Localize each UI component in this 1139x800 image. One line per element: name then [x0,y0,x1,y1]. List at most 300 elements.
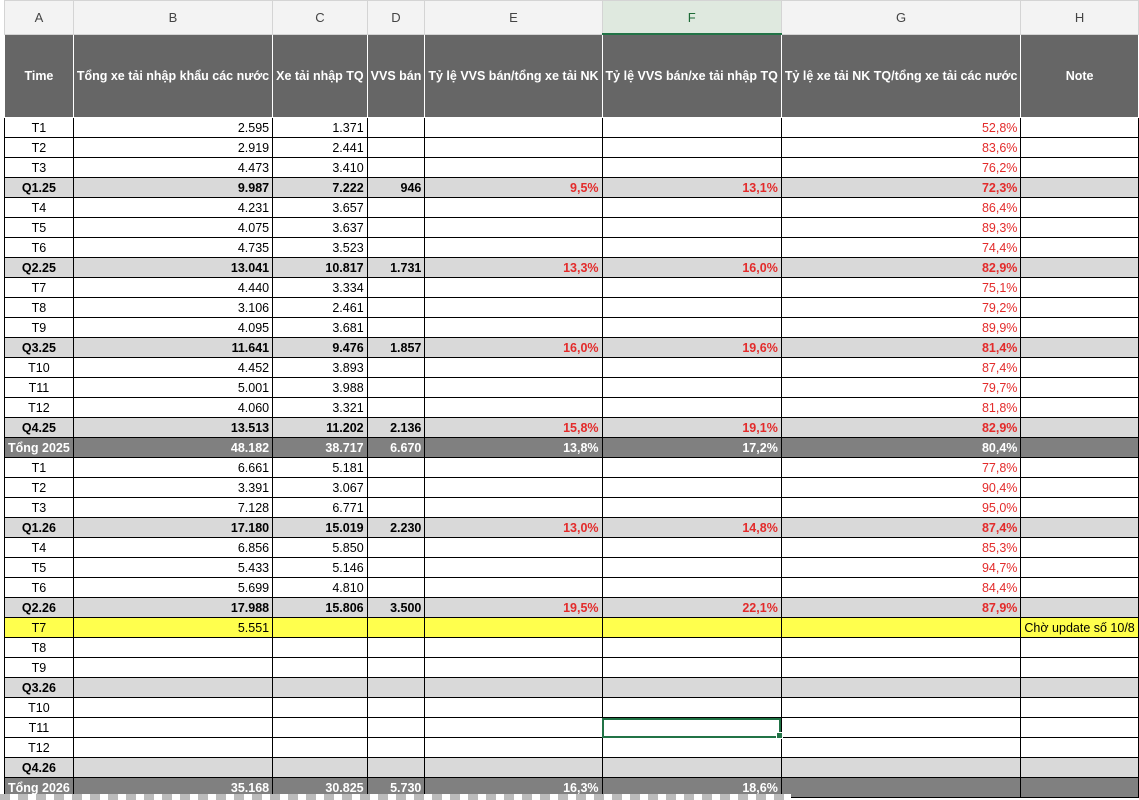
china-imported-cell[interactable]: 3.893 [273,358,368,378]
vvs-ratio-total-cell[interactable] [425,538,602,558]
note-cell[interactable] [1021,158,1138,178]
vvs-sold-cell[interactable]: 3.500 [367,598,425,618]
time-cell[interactable]: T2 [5,478,74,498]
china-imported-cell[interactable]: 10.817 [273,258,368,278]
header-time[interactable]: Time [5,34,74,118]
china-share-cell[interactable]: 86,4% [781,198,1021,218]
total-imported-cell[interactable]: 9.987 [73,178,272,198]
time-cell[interactable]: Tổng 2025 [5,438,74,458]
column-header-h[interactable]: H [1021,1,1138,35]
time-cell[interactable]: T5 [5,558,74,578]
vvs-sold-cell[interactable]: 2.136 [367,418,425,438]
table-row [5,578,1139,598]
china-imported-cell[interactable]: 3.988 [273,378,368,398]
vvs-ratio-total-cell[interactable] [425,218,602,238]
note-cell[interactable] [1021,658,1138,678]
china-share-cell[interactable]: 77,8% [781,458,1021,478]
total-imported-cell[interactable]: 35.168 [73,778,272,798]
header-total-imported-trucks[interactable]: Tổng xe tải nhập khẩu các nước [73,34,272,118]
total-imported-cell[interactable]: 11.641 [73,338,272,358]
vvs-ratio-china-cell[interactable]: 22,1% [602,598,781,618]
note-cell[interactable] [1021,778,1138,798]
china-share-cell[interactable]: 87,4% [781,518,1021,538]
time-cell[interactable]: T10 [5,698,74,718]
china-imported-cell[interactable]: 3.637 [273,218,368,238]
vvs-ratio-total-cell[interactable] [425,138,602,158]
china-imported-cell[interactable]: 4.810 [273,578,368,598]
column-header-c[interactable]: C [273,1,368,35]
time-cell[interactable]: Q3.26 [5,678,74,698]
time-cell[interactable]: Tổng 2026 [5,778,74,798]
vvs-ratio-china-cell[interactable] [602,298,781,318]
vvs-ratio-total-cell[interactable] [425,398,602,418]
column-header-g[interactable]: G [781,1,1021,35]
china-share-cell[interactable]: 94,7% [781,558,1021,578]
vvs-ratio-total-cell[interactable] [425,618,602,638]
note-cell[interactable] [1021,418,1138,438]
vvs-sold-cell[interactable] [367,658,425,678]
note-cell[interactable] [1021,478,1138,498]
total-imported-cell[interactable]: 13.513 [73,418,272,438]
china-imported-cell[interactable] [273,718,368,738]
time-cell[interactable]: Q1.26 [5,518,74,538]
total-imported-cell[interactable] [73,638,272,658]
time-cell[interactable]: T7 [5,278,74,298]
vvs-ratio-total-cell[interactable] [425,498,602,518]
note-cell[interactable] [1021,758,1138,778]
total-imported-cell[interactable]: 7.128 [73,498,272,518]
vvs-ratio-china-cell[interactable]: 17,2% [602,438,781,458]
vvs-sold-cell[interactable] [367,398,425,418]
header-vvs-sold[interactable]: VVS bán [367,34,425,118]
china-imported-cell[interactable] [273,618,368,638]
note-cell[interactable] [1021,538,1138,558]
vvs-ratio-total-cell[interactable] [425,698,602,718]
vvs-ratio-china-cell[interactable] [602,558,781,578]
vvs-ratio-total-cell[interactable] [425,758,602,778]
vvs-ratio-total-cell[interactable]: 13,3% [425,258,602,278]
china-imported-cell[interactable]: 1.371 [273,118,368,138]
quarter-row [5,678,1139,698]
note-cell[interactable] [1021,198,1138,218]
china-share-cell[interactable]: 84,4% [781,578,1021,598]
china-share-cell[interactable]: 79,2% [781,298,1021,318]
china-share-cell[interactable] [781,718,1021,738]
vvs-ratio-china-cell[interactable] [602,618,781,638]
vvs-ratio-total-cell[interactable] [425,298,602,318]
time-cell[interactable]: T4 [5,198,74,218]
vvs-sold-cell[interactable] [367,578,425,598]
vvs-sold-cell[interactable] [367,558,425,578]
note-cell[interactable] [1021,498,1138,518]
note-cell[interactable] [1021,138,1138,158]
vvs-sold-cell[interactable]: 946 [367,178,425,198]
vvs-sold-cell[interactable] [367,678,425,698]
total-imported-cell[interactable]: 5.433 [73,558,272,578]
note-cell[interactable] [1021,678,1138,698]
time-cell[interactable]: Q2.25 [5,258,74,278]
total-imported-cell[interactable]: 4.095 [73,318,272,338]
note-cell[interactable] [1021,598,1138,618]
note-cell[interactable] [1021,438,1138,458]
time-cell[interactable]: T9 [5,658,74,678]
vvs-ratio-china-cell[interactable]: 19,6% [602,338,781,358]
note-cell[interactable] [1021,338,1138,358]
column-header-b[interactable]: B [73,1,272,35]
total-imported-cell[interactable]: 13.041 [73,258,272,278]
time-cell[interactable]: T6 [5,238,74,258]
total-imported-cell[interactable]: 4.231 [73,198,272,218]
vvs-ratio-china-cell[interactable] [602,478,781,498]
total-row [5,438,1139,458]
note-cell[interactable] [1021,558,1138,578]
column-header-d[interactable]: D [367,1,425,35]
china-share-cell[interactable]: 83,6% [781,138,1021,158]
china-share-cell[interactable]: 87,9% [781,598,1021,618]
china-share-cell[interactable]: 82,9% [781,258,1021,278]
china-imported-cell[interactable]: 5.181 [273,458,368,478]
time-cell[interactable]: T6 [5,578,74,598]
china-share-cell[interactable]: 87,4% [781,358,1021,378]
vvs-ratio-china-cell[interactable] [602,538,781,558]
vvs-sold-cell[interactable] [367,458,425,478]
china-imported-cell[interactable]: 5.850 [273,538,368,558]
vvs-sold-cell[interactable] [367,378,425,398]
vvs-ratio-china-cell[interactable] [602,578,781,598]
total-imported-cell[interactable]: 4.075 [73,218,272,238]
china-share-cell[interactable]: 81,8% [781,398,1021,418]
china-imported-cell[interactable]: 9.476 [273,338,368,358]
vvs-sold-cell[interactable]: 1.857 [367,338,425,358]
vvs-sold-cell[interactable] [367,198,425,218]
vvs-ratio-china-cell[interactable] [602,218,781,238]
vvs-sold-cell[interactable] [367,278,425,298]
china-share-cell[interactable]: 89,9% [781,318,1021,338]
table-row [5,138,1139,158]
vvs-ratio-china-cell[interactable] [602,138,781,158]
china-imported-cell[interactable]: 7.222 [273,178,368,198]
vvs-ratio-china-cell[interactable] [602,198,781,218]
total-imported-cell[interactable]: 4.452 [73,358,272,378]
vvs-ratio-china-cell[interactable] [602,158,781,178]
china-imported-cell[interactable]: 3.657 [273,198,368,218]
china-share-cell[interactable]: 79,7% [781,378,1021,398]
vvs-sold-cell[interactable]: 1.731 [367,258,425,278]
china-imported-cell[interactable]: 6.771 [273,498,368,518]
china-share-cell[interactable] [781,638,1021,658]
china-share-cell[interactable]: 75,1% [781,278,1021,298]
china-imported-cell[interactable]: 2.461 [273,298,368,318]
vvs-sold-cell[interactable]: 5.730 [367,778,425,798]
vvs-ratio-china-cell[interactable] [602,278,781,298]
total-imported-cell[interactable]: 6.661 [73,458,272,478]
vvs-sold-cell[interactable] [367,478,425,498]
total-imported-cell[interactable] [73,718,272,738]
vvs-ratio-total-cell[interactable] [425,718,602,738]
note-cell[interactable] [1021,358,1138,378]
vvs-ratio-total-cell[interactable]: 9,5% [425,178,602,198]
vvs-ratio-china-cell[interactable] [602,378,781,398]
active-cell[interactable] [602,718,781,738]
vvs-ratio-china-cell[interactable] [602,758,781,778]
note-cell[interactable] [1021,218,1138,238]
vvs-sold-cell[interactable] [367,618,425,638]
header-note[interactable]: Note [1021,34,1138,118]
china-share-cell[interactable]: 89,3% [781,218,1021,238]
note-cell[interactable] [1021,298,1138,318]
vvs-ratio-china-cell[interactable]: 19,1% [602,418,781,438]
china-imported-cell[interactable]: 3.067 [273,478,368,498]
china-imported-cell[interactable]: 3.321 [273,398,368,418]
china-imported-cell[interactable]: 3.523 [273,238,368,258]
vvs-sold-cell[interactable] [367,758,425,778]
note-cell[interactable] [1021,458,1138,478]
vvs-sold-cell[interactable] [367,638,425,658]
china-share-cell[interactable]: 81,4% [781,338,1021,358]
vvs-ratio-china-cell[interactable] [602,638,781,658]
time-cell[interactable]: T4 [5,538,74,558]
vvs-ratio-china-cell[interactable] [602,458,781,478]
vvs-ratio-total-cell[interactable]: 16,0% [425,338,602,358]
total-imported-cell[interactable] [73,738,272,758]
vvs-sold-cell[interactable] [367,298,425,318]
note-cell[interactable]: Chờ update số 10/8 [1021,618,1138,638]
china-imported-cell[interactable] [273,678,368,698]
vvs-ratio-total-cell[interactable] [425,118,602,138]
time-cell[interactable]: T11 [5,378,74,398]
vvs-ratio-total-cell[interactable]: 16,3% [425,778,602,798]
vvs-sold-cell[interactable]: 6.670 [367,438,425,458]
total-imported-cell[interactable]: 4.735 [73,238,272,258]
china-imported-cell[interactable] [273,738,368,758]
vvs-ratio-china-cell[interactable]: 16,0% [602,258,781,278]
time-cell[interactable]: T2 [5,138,74,158]
vvs-sold-cell[interactable] [367,318,425,338]
total-imported-cell[interactable]: 2.919 [73,138,272,158]
header-vvs-ratio-china[interactable]: Tỷ lệ VVS bán/xe tải nhập TQ [602,34,781,118]
china-imported-cell[interactable]: 3.410 [273,158,368,178]
vvs-ratio-total-cell[interactable] [425,578,602,598]
vvs-ratio-total-cell[interactable] [425,458,602,478]
vvs-ratio-total-cell[interactable]: 15,8% [425,418,602,438]
time-cell[interactable]: T3 [5,158,74,178]
vvs-ratio-total-cell[interactable] [425,658,602,678]
total-imported-cell[interactable] [73,658,272,678]
china-share-cell[interactable]: 76,2% [781,158,1021,178]
china-imported-cell[interactable] [273,638,368,658]
column-header-f[interactable]: F [602,1,781,35]
time-cell[interactable]: T1 [5,118,74,138]
note-cell[interactable] [1021,718,1138,738]
vvs-ratio-total-cell[interactable] [425,198,602,218]
time-cell[interactable]: T11 [5,718,74,738]
time-cell[interactable]: Q4.25 [5,418,74,438]
time-cell[interactable]: T12 [5,738,74,758]
china-share-cell[interactable]: 90,4% [781,478,1021,498]
time-cell[interactable]: T3 [5,498,74,518]
vvs-ratio-total-cell[interactable] [425,378,602,398]
header-vvs-ratio-total[interactable]: Tỷ lệ VVS bán/tổng xe tải NK [425,34,602,118]
china-imported-cell[interactable]: 11.202 [273,418,368,438]
total-imported-cell[interactable]: 4.060 [73,398,272,418]
vvs-ratio-china-cell[interactable] [602,658,781,678]
table-row [5,478,1139,498]
china-share-cell[interactable] [781,678,1021,698]
time-cell[interactable]: T8 [5,298,74,318]
vvs-sold-cell[interactable] [367,138,425,158]
vvs-ratio-total-cell[interactable]: 13,8% [425,438,602,458]
china-share-cell[interactable] [781,778,1021,798]
total-imported-cell[interactable]: 5.551 [73,618,272,638]
vvs-ratio-china-cell[interactable] [602,698,781,718]
time-cell[interactable]: Q2.26 [5,598,74,618]
note-cell[interactable] [1021,318,1138,338]
vvs-sold-cell[interactable] [367,738,425,758]
china-imported-cell[interactable]: 15.019 [273,518,368,538]
china-imported-cell[interactable] [273,758,368,778]
note-cell[interactable] [1021,578,1138,598]
china-imported-cell[interactable]: 5.146 [273,558,368,578]
china-share-cell[interactable]: 72,3% [781,178,1021,198]
china-imported-cell[interactable]: 30.825 [273,778,368,798]
vvs-sold-cell[interactable] [367,218,425,238]
vvs-ratio-china-cell[interactable]: 18,6% [602,778,781,798]
china-imported-cell[interactable]: 3.681 [273,318,368,338]
vvs-sold-cell[interactable] [367,118,425,138]
china-share-cell[interactable]: 52,8% [781,118,1021,138]
quarter-row [5,258,1139,278]
note-cell[interactable] [1021,378,1138,398]
vvs-sold-cell[interactable] [367,158,425,178]
china-imported-cell[interactable] [273,698,368,718]
vvs-ratio-total-cell[interactable] [425,478,602,498]
vvs-ratio-china-cell[interactable] [602,678,781,698]
note-cell[interactable] [1021,518,1138,538]
vvs-sold-cell[interactable] [367,358,425,378]
vvs-sold-cell[interactable] [367,718,425,738]
vvs-ratio-total-cell[interactable] [425,238,602,258]
vvs-ratio-total-cell[interactable] [425,678,602,698]
vvs-ratio-china-cell[interactable] [602,358,781,378]
china-imported-cell[interactable] [273,658,368,678]
vvs-ratio-china-cell[interactable] [602,318,781,338]
total-imported-cell[interactable]: 5.001 [73,378,272,398]
china-share-cell[interactable]: 95,0% [781,498,1021,518]
vvs-ratio-total-cell[interactable]: 19,5% [425,598,602,618]
vvs-ratio-total-cell[interactable] [425,638,602,658]
vvs-sold-cell[interactable] [367,238,425,258]
note-cell[interactable] [1021,118,1138,138]
note-cell[interactable] [1021,258,1138,278]
column-letter-header [5,1,1139,35]
note-cell[interactable] [1021,638,1138,658]
time-cell[interactable]: T1 [5,458,74,478]
note-cell[interactable] [1021,178,1138,198]
total-imported-cell[interactable]: 4.440 [73,278,272,298]
china-share-cell[interactable]: 80,4% [781,438,1021,458]
table-row [5,298,1139,318]
vvs-ratio-total-cell[interactable]: 13,0% [425,518,602,538]
total-imported-cell[interactable] [73,678,272,698]
vvs-ratio-china-cell[interactable] [602,238,781,258]
column-header-e[interactable]: E [425,1,602,35]
china-share-cell[interactable]: 85,3% [781,538,1021,558]
vvs-ratio-total-cell[interactable] [425,358,602,378]
total-imported-cell[interactable]: 2.595 [73,118,272,138]
spreadsheet-grid[interactable] [4,0,1139,798]
time-cell[interactable]: T9 [5,318,74,338]
china-imported-cell[interactable]: 2.441 [273,138,368,158]
vvs-ratio-china-cell[interactable] [602,398,781,418]
time-cell[interactable]: T12 [5,398,74,418]
vvs-sold-cell[interactable] [367,498,425,518]
note-cell[interactable] [1021,238,1138,258]
total-imported-cell[interactable] [73,698,272,718]
china-share-cell[interactable] [781,738,1021,758]
china-share-cell[interactable]: 74,4% [781,238,1021,258]
total-imported-cell[interactable]: 5.699 [73,578,272,598]
china-share-cell[interactable] [781,618,1021,638]
vvs-sold-cell[interactable]: 2.230 [367,518,425,538]
vvs-ratio-total-cell[interactable] [425,278,602,298]
time-cell[interactable]: T10 [5,358,74,378]
time-cell[interactable]: Q4.26 [5,758,74,778]
vvs-ratio-total-cell[interactable] [425,318,602,338]
china-imported-cell[interactable]: 15.806 [273,598,368,618]
header-china-share[interactable]: Tỷ lệ xe tải NK TQ/tổng xe tải các nước [781,34,1021,118]
note-cell[interactable] [1021,398,1138,418]
time-cell[interactable]: T5 [5,218,74,238]
vvs-sold-cell[interactable] [367,698,425,718]
china-imported-cell[interactable]: 38.717 [273,438,368,458]
time-cell[interactable]: T8 [5,638,74,658]
table-row [5,618,1139,638]
total-imported-cell[interactable]: 4.473 [73,158,272,178]
china-share-cell[interactable] [781,658,1021,678]
total-imported-cell[interactable]: 3.106 [73,298,272,318]
table-row [5,558,1139,578]
china-share-cell[interactable]: 82,9% [781,418,1021,438]
vvs-ratio-china-cell[interactable] [602,118,781,138]
header-china-imported-trucks[interactable]: Xe tải nhập TQ [273,34,368,118]
note-cell[interactable] [1021,698,1138,718]
vvs-ratio-china-cell[interactable] [602,738,781,758]
vvs-sold-cell[interactable] [367,538,425,558]
total-imported-cell[interactable]: 17.180 [73,518,272,538]
vvs-ratio-total-cell[interactable] [425,558,602,578]
column-header-a[interactable]: A [5,1,74,35]
vvs-ratio-china-cell[interactable]: 14,8% [602,518,781,538]
time-cell[interactable]: T7 [5,618,74,638]
total-imported-cell[interactable]: 48.182 [73,438,272,458]
china-imported-cell[interactable]: 3.334 [273,278,368,298]
vvs-ratio-total-cell[interactable] [425,738,602,758]
total-imported-cell[interactable]: 17.988 [73,598,272,618]
total-imported-cell[interactable]: 3.391 [73,478,272,498]
time-cell[interactable]: Q1.25 [5,178,74,198]
total-imported-cell[interactable]: 6.856 [73,538,272,558]
time-cell[interactable]: Q3.25 [5,338,74,358]
vvs-ratio-china-cell[interactable] [602,498,781,518]
note-cell[interactable] [1021,738,1138,758]
table-row [5,158,1139,178]
vvs-ratio-china-cell[interactable]: 13,1% [602,178,781,198]
china-share-cell[interactable] [781,758,1021,778]
vvs-ratio-total-cell[interactable] [425,158,602,178]
note-cell[interactable] [1021,278,1138,298]
total-imported-cell[interactable] [73,758,272,778]
china-share-cell[interactable] [781,698,1021,718]
